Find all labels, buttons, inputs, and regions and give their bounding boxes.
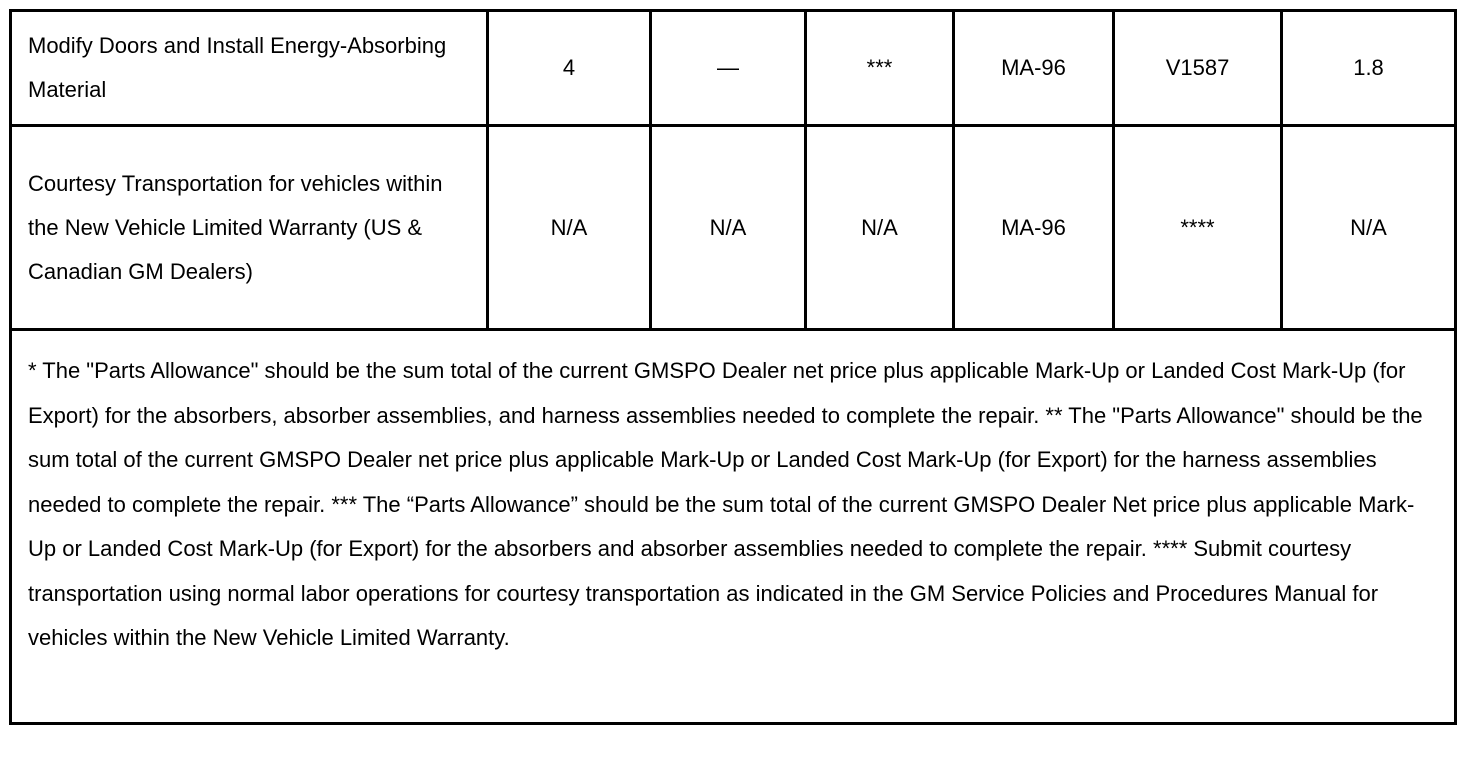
labor-description-cell: Courtesy Transportation for vehicles within the New Vehicle Limited Warranty (US & Canadian GM Dealers): [11, 126, 488, 330]
labor-operations-table: [9, 9, 1457, 725]
table-cell: N/A: [651, 126, 806, 330]
footnote-text: * The "Parts Allowance" should be the sum total of the current GMSPO Dealer net price plus applicable Mark-Up or Landed Cost Mark-Up (for Export) for the absorbers, absorber assemblies, and harness assemblies needed to complete the repair. ** The "Parts Allowance" should be the sum total of the current GMSPO Dealer net price plus applicable Mark-Up or Landed Cost Mark-Up (for Export) for the harness assemblies needed to complete the repair. *** The “Parts Allowance” should be the sum total of the current GMSPO Dealer Net price plus applicable Mark-Up or Landed Cost Mark-Up (for Export) for the absorbers and absorber assemblies needed to complete the repair. **** Submit courtesy transportation using normal labor operations for courtesy transportation as indicated in the GM Service Policies and Procedures Manual for vehicles within the New Vehicle Limited Warranty.: [11, 330, 1456, 724]
table-cell: —: [651, 11, 806, 126]
table-cell: N/A: [1282, 126, 1456, 330]
table-cell: 1.8: [1282, 11, 1456, 126]
table-cell: N/A: [806, 126, 954, 330]
table-cell: MA-96: [954, 11, 1114, 126]
labor-description-cell: Modify Doors and Install Energy-Absorbing Material: [11, 11, 488, 126]
table-row: [11, 126, 1456, 330]
table-cell: ***: [806, 11, 954, 126]
footnote-row: [11, 330, 1456, 724]
table-cell: ****: [1114, 126, 1282, 330]
table-cell: MA-96: [954, 126, 1114, 330]
table-cell: 4: [488, 11, 651, 126]
table-cell: N/A: [488, 126, 651, 330]
table-cell: V1587: [1114, 11, 1282, 126]
table-row: [11, 11, 1456, 126]
